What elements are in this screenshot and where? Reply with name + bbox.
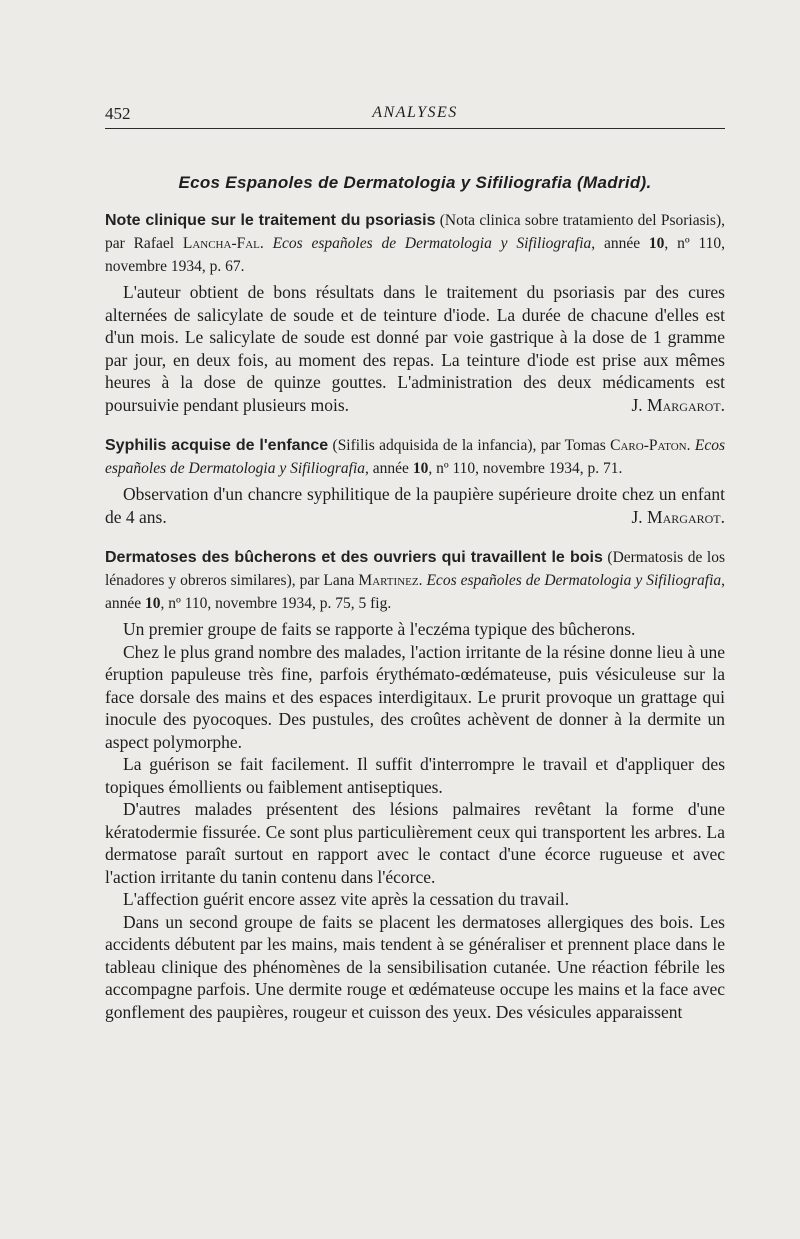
body-paragraph: Observation d'un chancre syphilitique de la paupière supérieure droite chez un enfant de 4 ans. J. Margarot. xyxy=(105,484,725,527)
author-name: Caro-Paton xyxy=(610,437,687,454)
journal-name: Ecos españoles de Dermatologia y Sifiliografia xyxy=(426,572,722,589)
body-paragraph: La guérison se fait facilement. Il suffit d'interrompre le travail et d'appliquer des topiques émollients ou faiblement antiseptiques. xyxy=(105,754,725,797)
ref-text: . xyxy=(259,235,273,252)
body-paragraph: L'auteur obtient de bons résultats dans le traitement du psoriasis par des cures alternées de salicylate de soude et de teinture d'iode. La durée de chacune d'elles est d'un mois. Le salicylate de soude est donné par voie gastrique à la dose de 1 gramme par jour, en deux fois, au moment des repas. La teinture d'iode est prise aux mêmes heures à la dose de quinze gouttes. L'administration des deux médicaments est poursuivie pendant plusieurs mois. J. Margarot. xyxy=(105,282,725,415)
ref-text: , nº 110, novembre 1934, p. 67. xyxy=(105,235,726,275)
ref-text: , nº 110, novembre 1934, p. 75, 5 fig. xyxy=(160,595,392,612)
body-paragraph: D'autres malades présentent des lésions palmaires revêtant la forme d'une kératodermie fissurée. Ce sont plus particulièrement ceux qui transportent les arbres. La dermatose paraît surtout en rapport avec le contact d'une écorce rugueuse et avec l'action irritante du tanin contenu dans l'écorce. xyxy=(105,799,725,887)
running-title: ANALYSES xyxy=(372,104,458,121)
ref-text: (Nota clinica sobre tratamiento del Psoriasis), par Rafael xyxy=(105,212,725,252)
page-header xyxy=(105,98,725,129)
article-title: Note clinique sur le traitement du psoriasis xyxy=(105,212,436,229)
article-psoriasis xyxy=(105,209,725,416)
page xyxy=(105,98,725,1023)
journal-heading: Ecos Espanoles de Dermatologia y Sifiliografia (Madrid). xyxy=(178,173,652,192)
volume-number: 10 xyxy=(412,460,429,477)
volume-number: 10 xyxy=(648,235,665,252)
body-paragraph: Chez le plus grand nombre des malades, l'action irritante de la résine donne lieu à une éruption papuleuse très fine, parfois érythémato-œdémateuse, puis vésiculeuse sur la face dorsale des mains et des espaces interdigitaux. Le prurit provoque un grattage qui inocule des pyocoques. Des pustules, des croûtes achèvent de donner à la dermite un aspect polymorphe. xyxy=(105,641,725,752)
ref-text: (Dermatosis de los lénadores y obreros similares), par Lana xyxy=(105,549,726,589)
author-name: Lancha-Fal xyxy=(182,235,260,252)
article-reference xyxy=(105,209,725,278)
ref-text: (Sifilis adquisida de la infancia), par Tomas xyxy=(328,437,611,454)
body-paragraph: L'affection guérit encore assez vite après la cessation du travail. xyxy=(123,889,569,909)
ref-text: . xyxy=(686,437,695,454)
article-reference xyxy=(105,546,725,615)
body-paragraph: Dans un second groupe de faits se placent les dermatoses allergiques des bois. Les accidents débutent par les mains, mais tendent à se généraliser et prennent place dans le tableau clinique des phénomènes de la sensibilisation cutanée. Une réaction fébrile les accompagne parfois. Une dermite rouge et œdémateuse occupe les mains et la face avec gonflement des paupières, rougeur et cuisson des yeux. Des vésicules apparaissent xyxy=(105,911,725,1022)
volume-number: 10 xyxy=(145,595,161,612)
article-dermatoses xyxy=(105,546,725,1023)
ref-text: , année xyxy=(365,460,413,477)
author-name: Martinez xyxy=(358,572,419,589)
article-reference xyxy=(105,434,725,480)
page-number: 452 xyxy=(105,104,131,123)
article-syphilis xyxy=(105,434,725,528)
ref-text: , nº 110, novembre 1934, p. 71. xyxy=(428,460,623,477)
body-paragraph: Un premier groupe de faits se rapporte à l'eczéma typique des bûcherons. xyxy=(123,619,636,639)
article-title: Dermatoses des bûcherons et des ouvriers qui travaillent le bois xyxy=(105,549,603,566)
signature: J. Margarot. xyxy=(631,506,725,527)
ref-text: , année xyxy=(105,572,726,612)
ref-text: , année xyxy=(591,235,649,252)
signature: J. Margarot. xyxy=(631,394,725,415)
journal-name: Ecos españoles de Dermatologia y Sifiliografia xyxy=(272,235,592,252)
article-title: Syphilis acquise de l'enfance xyxy=(105,437,329,454)
journal-name: Ecos españoles de Dermatologia y Sifiliografia xyxy=(105,437,725,477)
ref-text: . xyxy=(418,572,427,589)
